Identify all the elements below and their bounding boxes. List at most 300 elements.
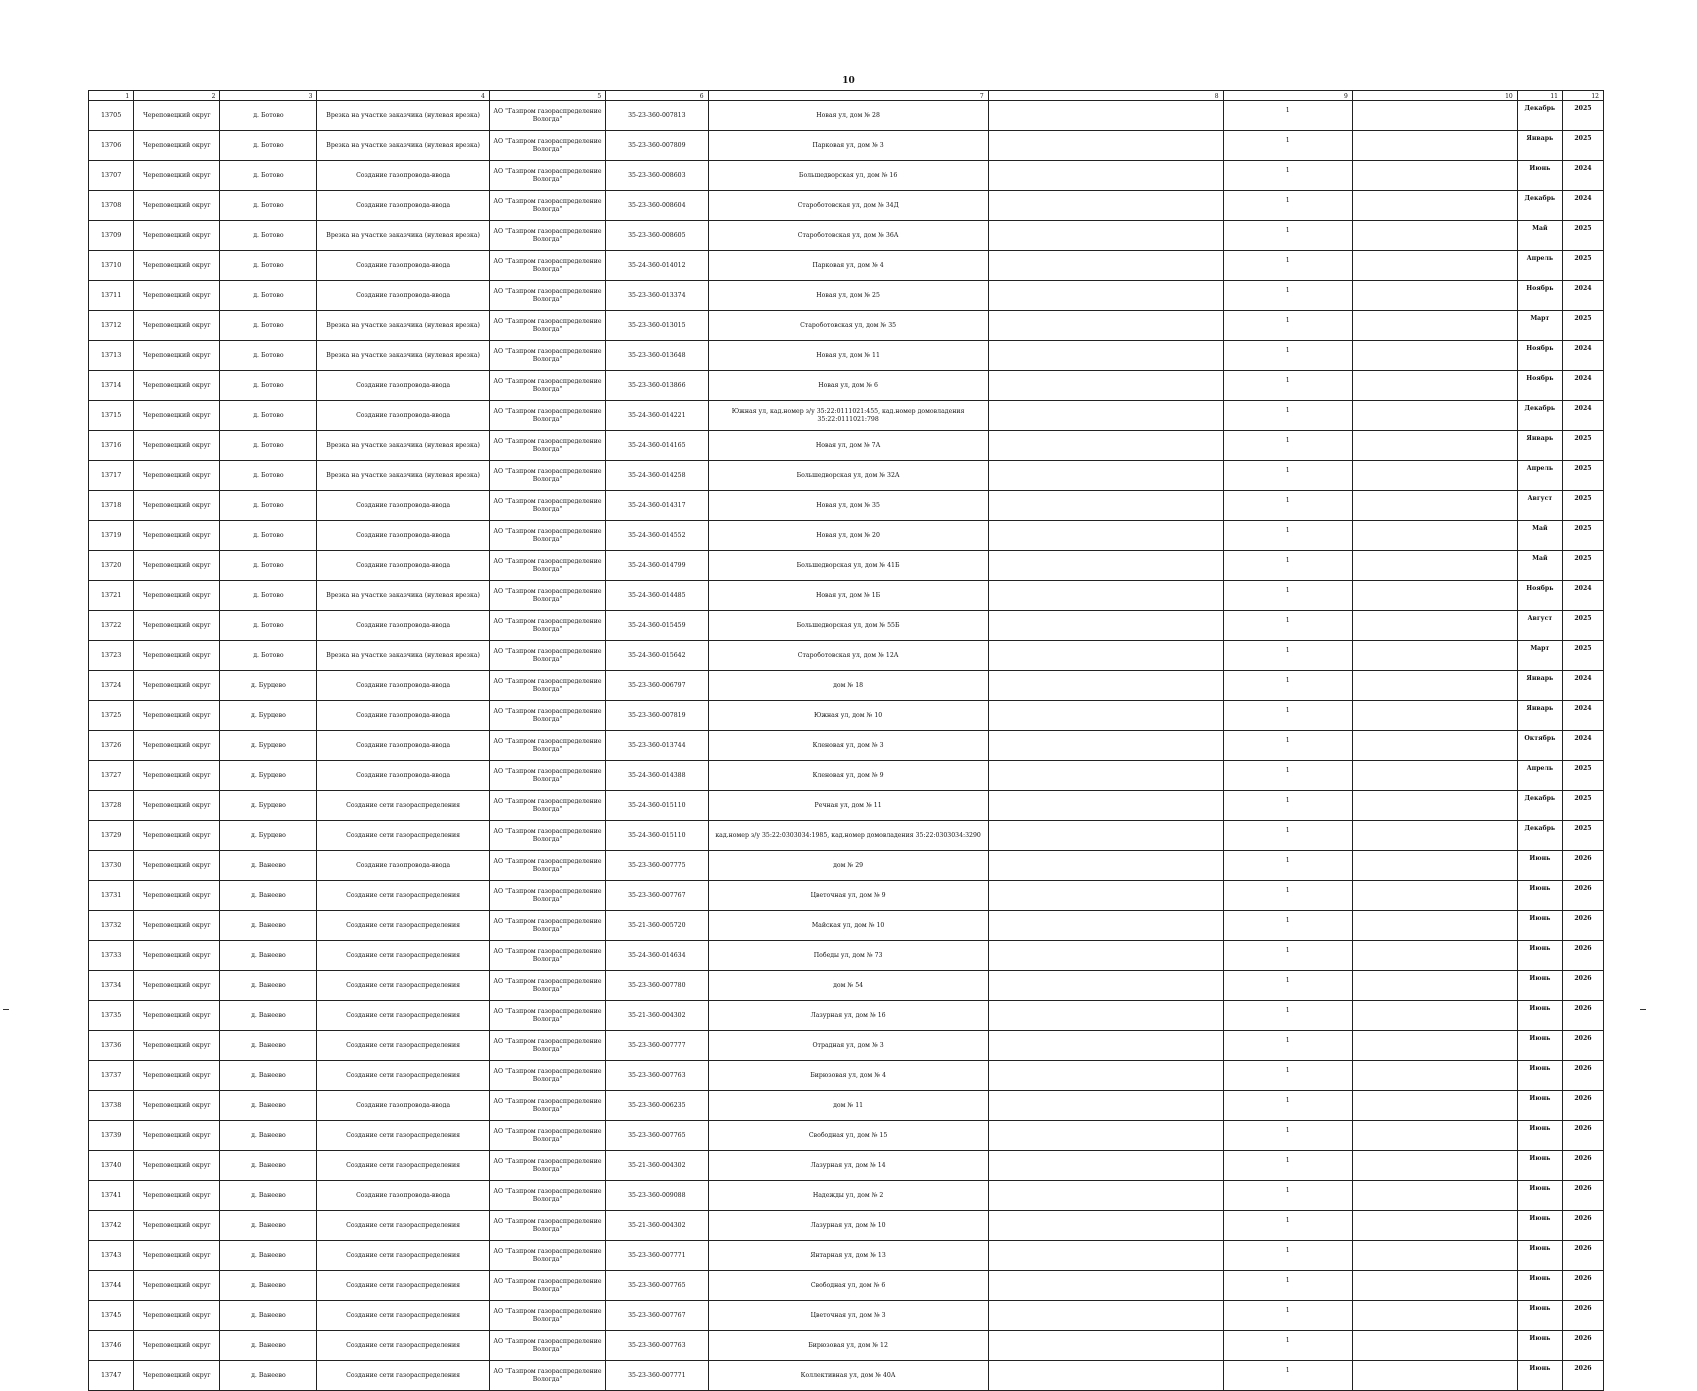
settlement: д. Ванеево (220, 1331, 317, 1361)
work-type: Создание сети газораспределения (317, 1271, 489, 1301)
empty-cell (988, 881, 1223, 911)
year: 2025 (1562, 521, 1603, 551)
address: Староботовская ул, дом № 35 (708, 311, 988, 341)
row-number: 13743 (89, 1241, 134, 1271)
col-number: 8 (988, 91, 1223, 101)
row-number: 13716 (89, 431, 134, 461)
year: 2024 (1562, 371, 1603, 401)
row-number: 13708 (89, 191, 134, 221)
application-code: 35-21-360-004302 (606, 1151, 708, 1181)
work-type: Создание сети газораспределения (317, 1031, 489, 1061)
settlement: д. Ванеево (220, 1091, 317, 1121)
table-row (89, 971, 1604, 1001)
empty-cell (1352, 731, 1517, 761)
table-row (89, 191, 1604, 221)
application-code: 35-24-360-014317 (606, 491, 708, 521)
year: 2026 (1562, 911, 1603, 941)
row-number: 13730 (89, 851, 134, 881)
month: Май (1517, 551, 1562, 581)
organization: АО "Газпром газораспределение Вологда" (489, 401, 605, 431)
empty-cell (1352, 821, 1517, 851)
year: 2025 (1562, 461, 1603, 491)
organization: АО "Газпром газораспределение Вологда" (489, 1211, 605, 1241)
empty-cell (988, 1211, 1223, 1241)
empty-cell (988, 431, 1223, 461)
organization: АО "Газпром газораспределение Вологда" (489, 1181, 605, 1211)
settlement: д. Ботово (220, 431, 317, 461)
settlement: д. Ботово (220, 371, 317, 401)
table-row (89, 731, 1604, 761)
year: 2025 (1562, 611, 1603, 641)
table-row (89, 401, 1604, 431)
quantity: 1 (1223, 1061, 1352, 1091)
quantity: 1 (1223, 251, 1352, 281)
row-number: 13722 (89, 611, 134, 641)
organization: АО "Газпром газораспределение Вологда" (489, 641, 605, 671)
table-row (89, 1181, 1604, 1211)
empty-cell (1352, 701, 1517, 731)
settlement: д. Ванеево (220, 1151, 317, 1181)
row-number: 13720 (89, 551, 134, 581)
empty-cell (1352, 881, 1517, 911)
col-number: 4 (317, 91, 489, 101)
work-type: Врезка на участке заказчика (нулевая врезка) (317, 461, 489, 491)
col-number: 1 (89, 91, 134, 101)
table-row (89, 1211, 1604, 1241)
month: Июнь (1517, 1271, 1562, 1301)
address: Новая ул, дом № 1Б (708, 581, 988, 611)
quantity: 1 (1223, 161, 1352, 191)
district: Череповецкий округ (134, 761, 220, 791)
quantity: 1 (1223, 611, 1352, 641)
month: Июнь (1517, 881, 1562, 911)
month: Июнь (1517, 1361, 1562, 1391)
district: Череповецкий округ (134, 881, 220, 911)
application-code: 35-23-360-007767 (606, 881, 708, 911)
application-code: 35-24-360-014258 (606, 461, 708, 491)
quantity: 1 (1223, 341, 1352, 371)
settlement: д. Ботово (220, 281, 317, 311)
organization: АО "Газпром газораспределение Вологда" (489, 431, 605, 461)
year: 2024 (1562, 191, 1603, 221)
row-number: 13727 (89, 761, 134, 791)
organization: АО "Газпром газораспределение Вологда" (489, 101, 605, 131)
address: Парковая ул, дом № 3 (708, 131, 988, 161)
work-type: Создание газопровода-ввода (317, 1091, 489, 1121)
settlement: д. Ванеево (220, 1061, 317, 1091)
address: Большедворская ул, дом № 32А (708, 461, 988, 491)
table-row (89, 1001, 1604, 1031)
settlement: д. Ванеево (220, 911, 317, 941)
work-type: Создание сети газораспределения (317, 1061, 489, 1091)
empty-cell (1352, 221, 1517, 251)
address: Большедворская ул, дом № 55Б (708, 611, 988, 641)
year: 2026 (1562, 1331, 1603, 1361)
quantity: 1 (1223, 761, 1352, 791)
district: Череповецкий округ (134, 1241, 220, 1271)
quantity: 1 (1223, 401, 1352, 431)
work-type: Создание сети газораспределения (317, 881, 489, 911)
empty-cell (1352, 341, 1517, 371)
empty-cell (1352, 671, 1517, 701)
year: 2026 (1562, 851, 1603, 881)
quantity: 1 (1223, 641, 1352, 671)
year: 2026 (1562, 941, 1603, 971)
table-row (89, 461, 1604, 491)
application-code: 35-24-360-014388 (606, 761, 708, 791)
district: Череповецкий округ (134, 551, 220, 581)
district: Череповецкий округ (134, 1151, 220, 1181)
address: дом № 54 (708, 971, 988, 1001)
district: Череповецкий округ (134, 311, 220, 341)
settlement: д. Ванеево (220, 941, 317, 971)
row-number: 13734 (89, 971, 134, 1001)
work-type: Создание сети газораспределения (317, 941, 489, 971)
address: Свободная ул, дом № 6 (708, 1271, 988, 1301)
district: Череповецкий округ (134, 581, 220, 611)
address: Кленовая ул, дом № 9 (708, 761, 988, 791)
work-type: Создание газопровода-ввода (317, 1181, 489, 1211)
address: дом № 18 (708, 671, 988, 701)
row-number: 13737 (89, 1061, 134, 1091)
address: Победы ул, дом № 73 (708, 941, 988, 971)
year: 2026 (1562, 1301, 1603, 1331)
empty-cell (988, 941, 1223, 971)
empty-cell (988, 1181, 1223, 1211)
application-code: 35-23-360-013374 (606, 281, 708, 311)
year: 2026 (1562, 1061, 1603, 1091)
empty-cell (988, 521, 1223, 551)
quantity: 1 (1223, 1031, 1352, 1061)
col-number: 3 (220, 91, 317, 101)
quantity: 1 (1223, 581, 1352, 611)
work-type: Создание сети газораспределения (317, 1211, 489, 1241)
empty-cell (1352, 281, 1517, 311)
application-code: 35-24-360-015459 (606, 611, 708, 641)
row-number: 13744 (89, 1271, 134, 1301)
table-row (89, 551, 1604, 581)
year: 2025 (1562, 311, 1603, 341)
application-code: 35-23-360-007777 (606, 1031, 708, 1061)
col-number: 7 (708, 91, 988, 101)
application-code: 35-23-360-006235 (606, 1091, 708, 1121)
work-type: Создание газопровода-ввода (317, 521, 489, 551)
table-row (89, 251, 1604, 281)
row-number: 13723 (89, 641, 134, 671)
application-code: 35-23-360-008604 (606, 191, 708, 221)
month: Июнь (1517, 1241, 1562, 1271)
year: 2026 (1562, 1091, 1603, 1121)
address: Отрадная ул, дом № 3 (708, 1031, 988, 1061)
application-code: 35-24-360-015110 (606, 821, 708, 851)
col-number: 10 (1352, 91, 1517, 101)
month: Июнь (1517, 911, 1562, 941)
settlement: д. Ботово (220, 401, 317, 431)
empty-cell (1352, 1031, 1517, 1061)
empty-cell (1352, 971, 1517, 1001)
year: 2025 (1562, 761, 1603, 791)
table-row (89, 1331, 1604, 1361)
empty-cell (1352, 401, 1517, 431)
application-code: 35-23-360-006797 (606, 671, 708, 701)
address: дом № 29 (708, 851, 988, 881)
organization: АО "Газпром газораспределение Вологда" (489, 521, 605, 551)
month: Январь (1517, 701, 1562, 731)
settlement: д. Ботово (220, 251, 317, 281)
year: 2025 (1562, 641, 1603, 671)
empty-cell (988, 1061, 1223, 1091)
district: Череповецкий округ (134, 491, 220, 521)
month: Август (1517, 611, 1562, 641)
district: Череповецкий округ (134, 971, 220, 1001)
application-code: 35-23-360-007763 (606, 1061, 708, 1091)
district: Череповецкий округ (134, 131, 220, 161)
table-row (89, 1361, 1604, 1391)
address: Лазурная ул, дом № 10 (708, 1211, 988, 1241)
empty-cell (1352, 371, 1517, 401)
settlement: д. Ванеево (220, 851, 317, 881)
application-code: 35-23-360-007775 (606, 851, 708, 881)
empty-cell (988, 221, 1223, 251)
empty-cell (988, 821, 1223, 851)
application-code: 35-21-360-004302 (606, 1211, 708, 1241)
quantity: 1 (1223, 1121, 1352, 1151)
quantity: 1 (1223, 431, 1352, 461)
district: Череповецкий округ (134, 1091, 220, 1121)
district: Череповецкий округ (134, 1031, 220, 1061)
table-row (89, 581, 1604, 611)
application-code: 35-23-360-013744 (606, 731, 708, 761)
empty-cell (988, 671, 1223, 701)
empty-cell (988, 761, 1223, 791)
row-number: 13726 (89, 731, 134, 761)
work-type: Создание сети газораспределения (317, 1151, 489, 1181)
settlement: д. Ботово (220, 491, 317, 521)
address: Новая ул, дом № 28 (708, 101, 988, 131)
organization: АО "Газпром газораспределение Вологда" (489, 911, 605, 941)
application-code: 35-23-360-007771 (606, 1361, 708, 1391)
quantity: 1 (1223, 461, 1352, 491)
address: Староботовская ул, дом № 34Д (708, 191, 988, 221)
year: 2025 (1562, 101, 1603, 131)
work-type: Создание газопровода-ввода (317, 731, 489, 761)
district: Череповецкий округ (134, 611, 220, 641)
quantity: 1 (1223, 491, 1352, 521)
row-number: 13724 (89, 671, 134, 701)
district: Череповецкий округ (134, 1361, 220, 1391)
row-number: 13711 (89, 281, 134, 311)
quantity: 1 (1223, 311, 1352, 341)
empty-cell (1352, 521, 1517, 551)
col-number: 9 (1223, 91, 1352, 101)
organization: АО "Газпром газораспределение Вологда" (489, 671, 605, 701)
table-row (89, 221, 1604, 251)
month: Декабрь (1517, 821, 1562, 851)
month: Июнь (1517, 1301, 1562, 1331)
row-number: 13732 (89, 911, 134, 941)
work-type: Врезка на участке заказчика (нулевая врезка) (317, 581, 489, 611)
organization: АО "Газпром газораспределение Вологда" (489, 971, 605, 1001)
row-number: 13729 (89, 821, 134, 851)
application-code: 35-24-360-014012 (606, 251, 708, 281)
col-number: 12 (1562, 91, 1603, 101)
district: Череповецкий округ (134, 641, 220, 671)
address: Бирюзовая ул, дом № 12 (708, 1331, 988, 1361)
address: дом № 11 (708, 1091, 988, 1121)
year: 2024 (1562, 701, 1603, 731)
row-number: 13728 (89, 791, 134, 821)
quantity: 1 (1223, 881, 1352, 911)
month: Январь (1517, 671, 1562, 701)
settlement: д. Ванеево (220, 881, 317, 911)
table-row (89, 701, 1604, 731)
quantity: 1 (1223, 1151, 1352, 1181)
settlement: д. Ванеево (220, 1361, 317, 1391)
year: 2024 (1562, 671, 1603, 701)
quantity: 1 (1223, 551, 1352, 581)
month: Декабрь (1517, 401, 1562, 431)
table-row (89, 671, 1604, 701)
work-type: Создание газопровода-ввода (317, 251, 489, 281)
empty-cell (1352, 1121, 1517, 1151)
address: Большедворская ул, дом № 41Б (708, 551, 988, 581)
month: Апрель (1517, 251, 1562, 281)
quantity: 1 (1223, 671, 1352, 701)
settlement: д. Ботово (220, 101, 317, 131)
district: Череповецкий округ (134, 371, 220, 401)
quantity: 1 (1223, 971, 1352, 1001)
settlement: д. Ванеево (220, 1001, 317, 1031)
work-type: Создание газопровода-ввода (317, 851, 489, 881)
settlement: д. Бурцево (220, 791, 317, 821)
empty-cell (988, 161, 1223, 191)
year: 2024 (1562, 581, 1603, 611)
settlement: д. Ванеево (220, 1031, 317, 1061)
row-number: 13706 (89, 131, 134, 161)
settlement: д. Ботово (220, 551, 317, 581)
settlement: д. Ботово (220, 461, 317, 491)
settlement: д. Ботово (220, 161, 317, 191)
table-row (89, 851, 1604, 881)
table-row (89, 521, 1604, 551)
address: Бирюзовая ул, дом № 4 (708, 1061, 988, 1091)
table-row (89, 1121, 1604, 1151)
settlement: д. Ботово (220, 581, 317, 611)
table-row (89, 1271, 1604, 1301)
month: Июнь (1517, 1001, 1562, 1031)
organization: АО "Газпром газораспределение Вологда" (489, 821, 605, 851)
application-code: 35-23-360-007780 (606, 971, 708, 1001)
month: Апрель (1517, 461, 1562, 491)
col-number: 5 (489, 91, 605, 101)
col-number: 6 (606, 91, 708, 101)
year: 2025 (1562, 251, 1603, 281)
work-type: Создание сети газораспределения (317, 821, 489, 851)
application-code: 35-23-360-008605 (606, 221, 708, 251)
month: Май (1517, 521, 1562, 551)
month: Январь (1517, 431, 1562, 461)
month: Январь (1517, 131, 1562, 161)
month: Июнь (1517, 971, 1562, 1001)
address: Новая ул, дом № 7А (708, 431, 988, 461)
application-code: 35-24-360-015642 (606, 641, 708, 671)
empty-cell (1352, 911, 1517, 941)
empty-cell (988, 1121, 1223, 1151)
work-type: Создание сети газораспределения (317, 971, 489, 1001)
organization: АО "Газпром газораспределение Вологда" (489, 281, 605, 311)
year: 2025 (1562, 131, 1603, 161)
empty-cell (1352, 101, 1517, 131)
empty-cell (988, 971, 1223, 1001)
organization: АО "Газпром газораспределение Вологда" (489, 851, 605, 881)
empty-cell (988, 281, 1223, 311)
year: 2026 (1562, 1271, 1603, 1301)
year: 2025 (1562, 491, 1603, 521)
empty-cell (988, 311, 1223, 341)
quantity: 1 (1223, 191, 1352, 221)
row-number: 13740 (89, 1151, 134, 1181)
table-row (89, 821, 1604, 851)
empty-cell (988, 1031, 1223, 1061)
application-code: 35-23-360-007771 (606, 1241, 708, 1271)
district: Череповецкий округ (134, 701, 220, 731)
work-type: Создание газопровода-ввода (317, 491, 489, 521)
table-row (89, 761, 1604, 791)
address: Свободная ул, дом № 15 (708, 1121, 988, 1151)
quantity: 1 (1223, 1301, 1352, 1331)
month: Декабрь (1517, 791, 1562, 821)
row-number: 13738 (89, 1091, 134, 1121)
organization: АО "Газпром газораспределение Вологда" (489, 881, 605, 911)
month: Ноябрь (1517, 341, 1562, 371)
empty-cell (1352, 251, 1517, 281)
work-type: Создание сети газораспределения (317, 1121, 489, 1151)
application-code: 35-23-360-007765 (606, 1271, 708, 1301)
column-number-row (89, 91, 1604, 101)
table-row (89, 341, 1604, 371)
application-code: 35-24-360-014165 (606, 431, 708, 461)
empty-cell (1352, 431, 1517, 461)
settlement: д. Ботово (220, 221, 317, 251)
district: Череповецкий округ (134, 461, 220, 491)
settlement: д. Ванеево (220, 1211, 317, 1241)
empty-cell (988, 251, 1223, 281)
work-type: Создание сети газораспределения (317, 1001, 489, 1031)
application-code: 35-23-360-007767 (606, 1301, 708, 1331)
settlement: д. Ботово (220, 641, 317, 671)
work-type: Врезка на участке заказчика (нулевая врезка) (317, 341, 489, 371)
empty-cell (988, 611, 1223, 641)
empty-cell (1352, 491, 1517, 521)
empty-cell (988, 191, 1223, 221)
table-row (89, 1031, 1604, 1061)
row-number: 13725 (89, 701, 134, 731)
district: Череповецкий округ (134, 1331, 220, 1361)
empty-cell (988, 1241, 1223, 1271)
year: 2024 (1562, 731, 1603, 761)
district: Череповецкий округ (134, 1271, 220, 1301)
work-type: Создание сети газораспределения (317, 1241, 489, 1271)
district: Череповецкий округ (134, 251, 220, 281)
table-body (89, 91, 1604, 1391)
organization: АО "Газпром газораспределение Вологда" (489, 1271, 605, 1301)
month: Июнь (1517, 1181, 1562, 1211)
application-code: 35-23-360-009088 (606, 1181, 708, 1211)
year: 2025 (1562, 791, 1603, 821)
month: Июнь (1517, 941, 1562, 971)
year: 2024 (1562, 401, 1603, 431)
organization: АО "Газпром газораспределение Вологда" (489, 131, 605, 161)
